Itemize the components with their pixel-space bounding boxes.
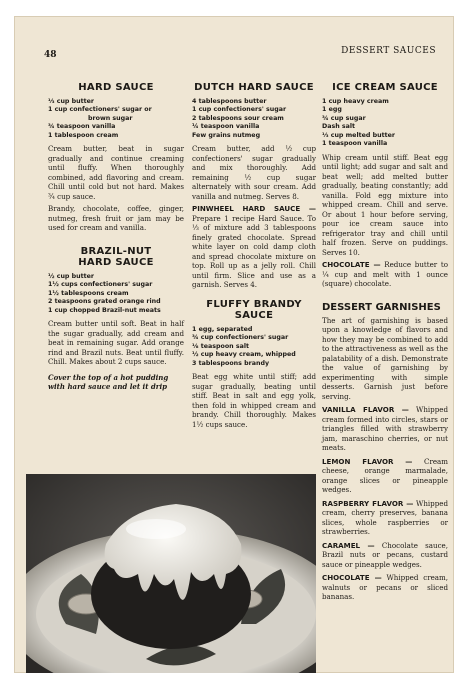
dutch-hard-sauce-ingredients xyxy=(192,98,316,141)
garnishes-title: DESSERT GARNISHES xyxy=(322,301,441,313)
garnishes-section xyxy=(322,302,448,602)
fluffy-brandy-directions: Beat egg white until stiff; add sugar gradually, beating until stiff. Beat in salt and egg yolk, then fold in whipped cream and brandy. Chill thoroughly. Makes 1½ cups sauce. xyxy=(192,372,316,429)
column-right xyxy=(322,82,448,606)
garnish-head: CHOCOLATE — xyxy=(322,573,382,582)
ingredient: ½ cup butter xyxy=(48,272,95,280)
ingredient: 4 tablespoons butter xyxy=(192,97,267,105)
garnish-text: Chocolate sauce, Brazil nuts or pecans, custard sauce or pineapple wedges. xyxy=(322,540,448,569)
garnish-item xyxy=(322,457,448,495)
garnish-text: Cream cheese, orange marmalade, orange slices or pineapple wedges. xyxy=(322,456,448,494)
ingredient: ⅓ cup melted butter xyxy=(322,131,395,139)
garnish-item xyxy=(322,499,448,537)
chocolate-text: Reduce butter to ¼ cup and melt with 1 ounce (square) chocolate. xyxy=(322,260,448,288)
ingredient: 1 teaspoon vanilla xyxy=(322,140,388,147)
ingredient: Few grains nutmeg xyxy=(192,131,261,139)
ingredient: ¾ cup confectioners' sugar xyxy=(192,334,289,341)
garnish-item xyxy=(322,573,448,602)
hard-sauce-directions: Cream butter, beat in sugar gradually and continue creaming until fluffy. When thoroughly combined, add flavoring and cream. Chill until cold but not hard. Makes ¾ cup sauce. xyxy=(48,144,184,201)
ingredient: 1 cup confectioners' sugar xyxy=(192,106,287,113)
photo-caption: Cover the top of a hot pudding with hard sauce and let it drip xyxy=(48,372,169,391)
ingredient: 1 cup heavy cream xyxy=(322,97,389,105)
fluffy-brandy-title xyxy=(192,299,316,322)
ingredient: ⅛ teaspoon salt xyxy=(192,342,249,350)
ice-cream-sauce-directions: Whip cream until stiff. Beat egg until light; add sugar and salt and beat well; add melted butter gradually, beating constantly; add vanilla. Fold egg mixture into whipped cream. Chill and serve. Or about 1 hour before serving, pour ice cream sauce into refrigerator tray and chill until half frozen. Serve on puddings. Serves 10. xyxy=(322,152,448,257)
pinwheel-head: PINWHEEL HARD SAUCE — xyxy=(192,204,316,213)
hard-sauce-title: HARD SAUCE xyxy=(78,82,154,93)
ingredient: 1 tablespoon cream xyxy=(48,131,119,139)
cookbook-page xyxy=(14,16,454,673)
ingredient: 2 tablespoons sour cream xyxy=(192,114,284,122)
column-left xyxy=(48,82,184,391)
garnish-text: Whipped cream formed into circles, stars or triangles filled with strawberry jam, maraschino cherries, or nut meats. xyxy=(322,405,448,452)
brazil-nut-title-line1: BRAZIL-NUT xyxy=(80,245,152,257)
pinwheel-text: Prepare 1 recipe Hard Sauce. To ⅓ of mixture add 3 tablespoons finely grated chocolate. Spread white layer on cold damp cloth and spread chocolate mixture on top. Roll up as a jelly roll. Chill until firm. Slice and use as a garnish. Serves 4. xyxy=(192,213,316,289)
garnish-head: LEMON FLAVOR — xyxy=(322,456,413,466)
ingredient: brown sugar xyxy=(88,114,133,122)
ingredient: 1½ cups confectioners' sugar xyxy=(48,281,153,288)
dutch-hard-sauce-directions: Cream butter, add ½ cup confectioners' sugar gradually and mix thoroughly. Add remaining ½ cup sugar alternately with sour cream. Add vanilla and nutmeg. Serves 8. xyxy=(192,144,316,201)
running-head: DESSERT SAUCES xyxy=(341,46,436,56)
hard-sauce-variations: Brandy, chocolate, coffee, ginger, nutmeg, fresh fruit or jam may be used for cream and vanilla. xyxy=(48,204,184,232)
column-middle xyxy=(192,82,316,432)
fluffy-brandy-ingredients xyxy=(192,326,316,369)
garnish-item xyxy=(322,405,448,453)
ingredient: ¾ teaspoon vanilla xyxy=(48,123,116,130)
fluffy-brandy-title-line2: SAUCE xyxy=(234,310,274,321)
garnish-head: VANILLA FLAVOR — xyxy=(322,405,409,414)
garnish-head: CARAMEL — xyxy=(322,540,375,550)
garnish-text: Whipped cream, walnuts or pecans or sliced bananas. xyxy=(322,573,448,601)
ingredient: ⅓ cup butter xyxy=(48,97,95,105)
ice-cream-sauce-title: ICE CREAM SAUCE xyxy=(332,82,438,93)
ingredient: ¼ teaspoon vanilla xyxy=(192,123,260,130)
ingredient: 1 cup confectioners' sugar or xyxy=(48,106,152,113)
brazil-nut-ingredients xyxy=(48,273,184,316)
garnish-text: Whipped cream, cherry preserves, banana slices, whole raspberries or strawberries. xyxy=(322,498,448,536)
brazil-nut-title xyxy=(48,246,184,269)
ingredient: 1½ tablespoons cream xyxy=(48,289,129,297)
garnishes-intro: The art of garnishing is based upon a knowledge of flavors and how they may be combined to add to the attractiveness as well as the palatability of a dish. Demonstrate the value of garnishing by experimenting with simple desserts. Garnish just before serving. xyxy=(322,315,448,401)
ice-cream-sauce-ingredients xyxy=(322,98,448,149)
ingredient: 1 egg xyxy=(322,106,342,113)
pudding-photo xyxy=(26,474,316,673)
hard-sauce-ingredients xyxy=(48,98,184,141)
ingredient: 1 egg, separated xyxy=(192,325,253,333)
ingredient: ½ cup heavy cream, whipped xyxy=(192,351,296,358)
brazil-nut-title-line2: HARD SAUCE xyxy=(78,257,154,268)
pudding-illustration xyxy=(26,474,316,673)
ingredient: ¾ cup sugar xyxy=(322,114,366,122)
ingredient: Dash salt xyxy=(322,123,356,130)
pinwheel-paragraph xyxy=(192,204,316,290)
chocolate-head: CHOCOLATE — xyxy=(322,260,381,269)
ingredient: 1 cup chopped Brazil-nut meats xyxy=(48,306,161,314)
garnish-head: RASPBERRY FLAVOR — xyxy=(322,498,414,508)
brazil-nut-directions: Cream butter until soft. Beat in half the sugar gradually, add cream and beat in remaining sugar. Add orange rind and Brazil nuts. Beat until fluffy. Chill. Makes about 2 cups sauce. xyxy=(48,319,184,366)
ingredient: 3 tablespoons brandy xyxy=(192,359,270,367)
ingredient: 2 teaspoons grated orange rind xyxy=(48,298,161,305)
chocolate-variation xyxy=(322,260,448,289)
garnish-item xyxy=(322,541,448,570)
dutch-hard-sauce-title: DUTCH HARD SAUCE xyxy=(194,82,314,93)
fluffy-brandy-title-line1: FLUFFY BRANDY xyxy=(206,298,302,310)
page-number: 48 xyxy=(44,50,57,60)
